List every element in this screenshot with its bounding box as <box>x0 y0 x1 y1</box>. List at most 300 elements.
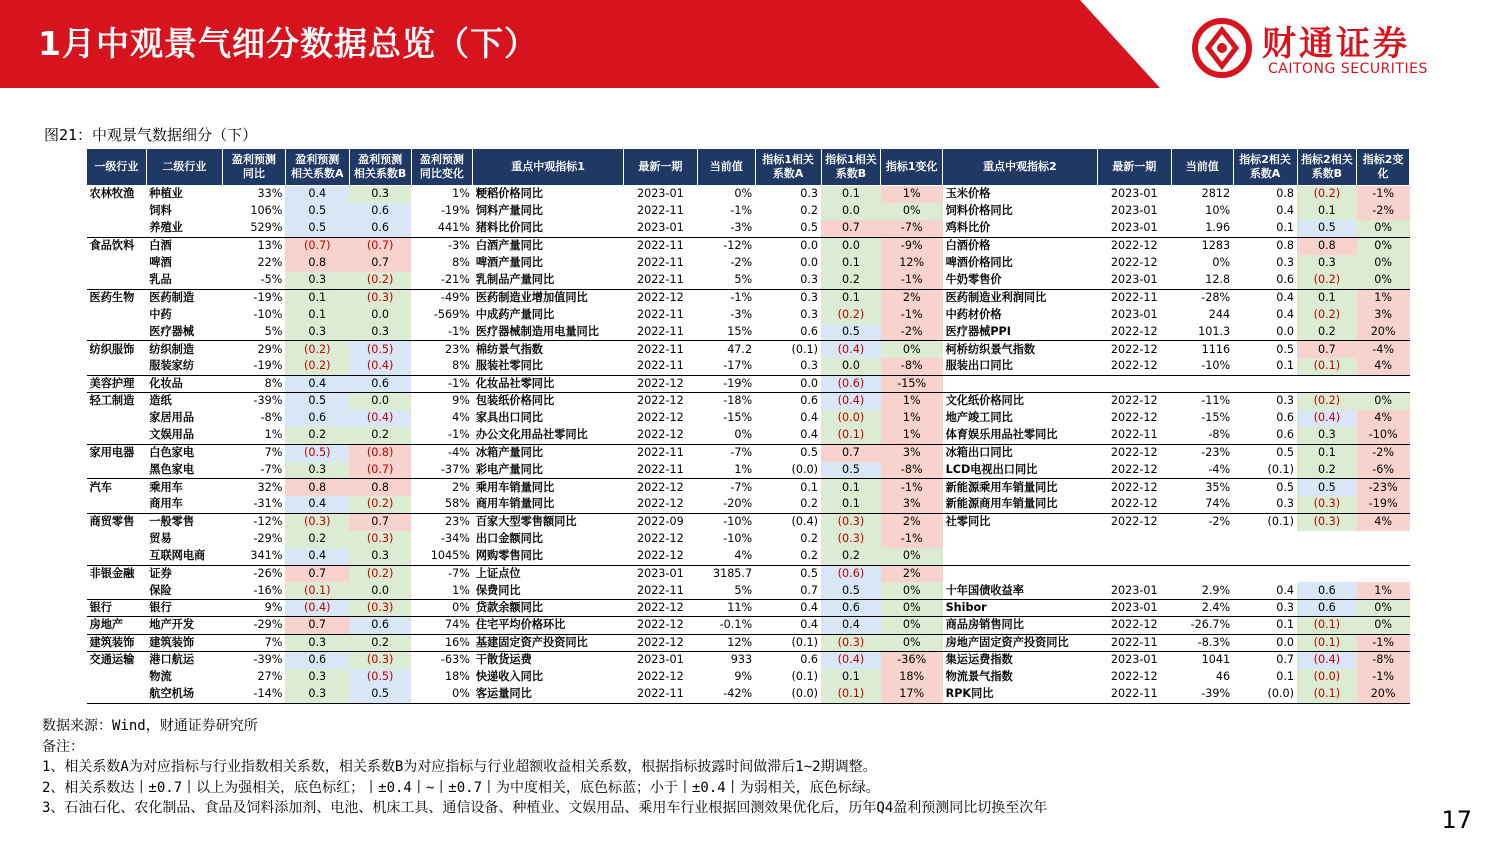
table-cell <box>1097 375 1171 392</box>
table-cell: 医药制造 <box>146 289 222 306</box>
table-cell: 2022-11 <box>623 444 697 461</box>
table-row <box>87 255 1410 272</box>
table-cell: 2022-11 <box>636 359 684 373</box>
table-cell: (0.2) <box>349 496 411 513</box>
table-cell: 0.7 <box>821 444 881 461</box>
table-cell: 0.2 <box>349 427 411 444</box>
table-cell: 2022-12 <box>1110 411 1158 425</box>
table-cell: 0.7 <box>285 565 349 582</box>
table-cell: 0.4 <box>821 617 881 634</box>
table-cell: 集运运费指数 <box>943 651 1098 668</box>
table-cell: -1% <box>1357 634 1410 651</box>
sector-cell: 医药生物 <box>87 289 147 306</box>
table-cell: 2022-11 <box>636 273 684 287</box>
table-cell <box>943 531 1098 548</box>
table-cell: 1283 <box>1171 237 1233 254</box>
table-cell: 0.5 <box>821 582 881 599</box>
table-cell <box>1171 375 1233 392</box>
column-header: 当前值 <box>697 149 755 186</box>
table-cell: 33% <box>222 186 285 203</box>
table-cell: -19% <box>222 289 285 306</box>
table-cell: 新能源乘用车销量同比 <box>943 479 1098 496</box>
table-cell: 2022-12 <box>636 549 684 563</box>
table-cell: 0.4 <box>285 186 349 203</box>
table-cell: 港口航运 <box>146 651 222 668</box>
table-cell: 0.8 <box>1233 237 1297 254</box>
table-cell: 0.6 <box>800 324 819 338</box>
table-cell: 2022-12 <box>1110 359 1158 373</box>
table-cell: 0.3 <box>285 669 349 686</box>
table-cell: 贸易 <box>149 532 172 546</box>
table-cell: 造纸 <box>146 393 222 410</box>
table-cell: 2022-11 <box>623 686 697 703</box>
sector-cell <box>87 548 147 565</box>
table-cell: 0.0 <box>1276 324 1295 338</box>
table-cell: 0.3 <box>1276 497 1295 511</box>
sector-cell: 银行 <box>87 600 147 617</box>
table-cell: -1% <box>730 204 753 218</box>
table-row <box>87 410 1410 427</box>
table-row <box>87 479 1410 496</box>
table-cell <box>943 375 1098 392</box>
logo-english-name: CAITONG SECURITIES <box>1268 61 1428 77</box>
table-cell <box>1357 375 1410 392</box>
table-cell: 1% <box>881 186 943 203</box>
table-cell: 35% <box>1171 479 1233 496</box>
table-cell: -11% <box>1171 393 1233 410</box>
table-cell: 0.3 <box>285 272 349 289</box>
table-cell: 0.5 <box>821 324 881 341</box>
sector-cell: 食品饮料 <box>87 237 147 254</box>
sector-cell: 交通运输 <box>87 651 147 668</box>
table-row <box>87 582 1410 599</box>
table-cell: 0.1 <box>1297 203 1357 220</box>
table-cell: 商用车 <box>149 497 183 511</box>
table-cell: 2023-01 <box>636 221 684 235</box>
table-cell: 0% <box>1357 617 1410 634</box>
table-cell: 2022-12 <box>636 428 684 442</box>
table-cell: -20% <box>723 497 753 511</box>
table-row <box>87 496 1410 513</box>
table-cell: -7% <box>697 479 755 496</box>
table-cell: 玉米价格 <box>943 186 1098 203</box>
table-cell: -18% <box>697 393 755 410</box>
table-cell: 0.3 <box>285 686 349 703</box>
table-row <box>87 324 1410 341</box>
table-cell: 1% <box>1357 289 1410 306</box>
table-cell: 客运量同比 <box>473 686 623 703</box>
table-cell: 纺织制造 <box>146 341 222 358</box>
table-cell: (0.2) <box>1297 393 1357 410</box>
table-cell: (0.1) <box>1297 358 1357 375</box>
sector-cell <box>87 427 147 444</box>
table-row <box>87 651 1410 668</box>
table-cell: -4% <box>411 444 473 461</box>
table-cell: 0% <box>1357 255 1410 272</box>
table-cell: -19% <box>1357 496 1410 513</box>
table-cell: (0.5) <box>349 669 411 686</box>
table-cell: 中药材价格 <box>945 307 1002 321</box>
table-cell: 0.6 <box>821 600 881 617</box>
table-cell: 住宅平均价格环比 <box>473 617 623 634</box>
table-cell: -3% <box>730 307 753 321</box>
table-cell: 0.1 <box>821 479 881 496</box>
table-cell: 12% <box>697 634 755 651</box>
table-cell: 商用车销量同比 <box>475 497 555 511</box>
table-cell: -39% <box>222 393 285 410</box>
table-cell: (0.3) <box>349 289 411 306</box>
table-cell: (0.0) <box>791 462 819 476</box>
sector-cell <box>87 686 147 703</box>
sector-cell: 轻工制造 <box>87 393 147 410</box>
table-cell: 0.5 <box>1233 341 1297 358</box>
table-cell: (0.7) <box>349 462 411 479</box>
table-row <box>87 462 1410 479</box>
table-cell: 快递收入同比 <box>475 670 543 684</box>
sector-cell <box>87 496 147 513</box>
table-cell: 15% <box>727 324 753 338</box>
table-cell: 干散货运费 <box>473 651 623 668</box>
notes <box>42 716 1047 819</box>
table-cell: 鸡料比价 <box>945 221 991 235</box>
table-cell: -36% <box>881 651 943 668</box>
column-header: 指标1变化 <box>881 149 943 186</box>
table-cell: 2% <box>881 289 943 306</box>
page-title: 1月中观景气细分数据总览（下） <box>38 24 538 63</box>
sector-cell: 农林牧渔 <box>87 186 147 203</box>
table-cell: (0.1) <box>1267 462 1295 476</box>
table-cell <box>1357 548 1410 565</box>
table-cell: 保险 <box>149 583 172 597</box>
table-cell: (0.4) <box>821 393 881 410</box>
table-cell: 0.7 <box>349 255 411 272</box>
table-cell <box>1233 375 1297 392</box>
table-cell: 0.7 <box>1297 341 1357 358</box>
table-cell: 2022-12 <box>1097 237 1171 254</box>
table-cell: 0.6 <box>1297 582 1357 599</box>
table-cell: -9% <box>881 237 943 254</box>
table-cell: 20% <box>1357 324 1410 341</box>
table-cell: -10% <box>253 307 283 321</box>
table-cell: 529% <box>250 221 283 235</box>
table-cell: 2812 <box>1171 186 1233 203</box>
table-cell: 0.2 <box>821 548 881 565</box>
table-cell: 0% <box>881 634 943 651</box>
table-cell: -1% <box>881 272 943 289</box>
table-cell: 2023-01 <box>623 565 697 582</box>
table-cell: 29% <box>222 341 285 358</box>
note-2: 2、相关系数达丨±0.7丨以上为强相关，底色标红；丨±0.4丨~丨±0.7丨为中度相关，底色标蓝；小于丨±0.4丨为弱相关，底色标绿。 <box>42 779 880 796</box>
table-cell: (0.3) <box>349 651 411 668</box>
table-cell: 种植业 <box>146 186 222 203</box>
table-cell: 2022-11 <box>636 307 684 321</box>
table-cell: 饲料价格同比 <box>945 204 1013 218</box>
table-row <box>87 289 1410 306</box>
table-cell: 2023-01 <box>1097 186 1171 203</box>
table-cell: 2022-11 <box>636 204 684 218</box>
table-cell: -1% <box>697 289 755 306</box>
table-cell: 8% <box>452 256 470 270</box>
table-cell: -15% <box>1201 411 1231 425</box>
table-cell: (0.1) <box>1297 686 1357 703</box>
table-cell: -42% <box>697 686 755 703</box>
table-cell: 0.4 <box>285 375 349 392</box>
table-cell: -37% <box>440 462 470 476</box>
table-cell: -14% <box>222 686 285 703</box>
note-3: 3、石油石化、农化制品、食品及饲料添加剂、电池、机床工具、通信设备、种植业、文娱用品、乘用车行业根据回测效果优化后，历年Q4盈利预测同比切换至次年 <box>42 800 1048 816</box>
table-cell: 乳品 <box>149 273 172 287</box>
table-cell: 2.9% <box>1201 583 1231 597</box>
table-cell: 0% <box>1212 256 1231 270</box>
table-cell: 2022-11 <box>1110 428 1158 442</box>
table-cell: -1% <box>1357 186 1410 203</box>
table-cell: 0.0 <box>821 237 881 254</box>
table-cell: 101.3 <box>1198 324 1231 338</box>
table-cell: 0.5 <box>755 444 821 461</box>
table-cell: 0% <box>1357 272 1410 289</box>
table-cell: 8% <box>222 375 285 392</box>
table-cell: 0% <box>1357 600 1410 617</box>
table-cell: (0.4) <box>285 600 349 617</box>
table-cell: 0.5 <box>1297 220 1357 237</box>
table-cell: 1% <box>881 393 943 410</box>
table-cell: (0.0) <box>755 686 821 703</box>
table-cell: 出口金额同比 <box>475 532 543 546</box>
table-cell: 地产开发 <box>146 617 222 634</box>
table-cell: 十年国债收益率 <box>945 583 1024 597</box>
table-cell: 家居用品 <box>149 411 195 425</box>
sector-cell: 家用电器 <box>87 444 147 461</box>
table-cell: -10% <box>723 532 753 546</box>
table-cell: 4% <box>734 549 753 563</box>
table-cell <box>1357 531 1410 548</box>
table-cell: 2022-12 <box>1110 497 1158 511</box>
table-cell <box>943 548 1098 565</box>
table-cell: 0.2 <box>285 427 349 444</box>
table-cell: 乘用车 <box>146 479 222 496</box>
table-cell: -8.3% <box>1171 634 1233 651</box>
table-cell: 27% <box>257 670 283 684</box>
table-cell: LCD电视出口同比 <box>945 462 1038 476</box>
table-cell: (0.6) <box>821 375 881 392</box>
table-cell: 0.5 <box>755 565 821 582</box>
table-row <box>87 513 1410 530</box>
table-cell: 0.8 <box>285 479 349 496</box>
table-cell: (0.7) <box>285 237 349 254</box>
table-cell: 0.2 <box>1297 324 1357 341</box>
table-cell: 医疗器械 <box>149 324 195 338</box>
table-cell: 白酒产量同比 <box>473 237 623 254</box>
table-cell: 2023-01 <box>623 186 697 203</box>
table-cell: 2022-12 <box>1097 617 1171 634</box>
column-header: 指标1相关 系数B <box>821 149 881 186</box>
table-cell: 文化纸价格同比 <box>943 393 1098 410</box>
table-cell: (0.1) <box>1297 617 1357 634</box>
table-cell: 0.4 <box>755 600 821 617</box>
table-row <box>87 427 1410 444</box>
table-cell: 啤酒产量同比 <box>475 256 543 270</box>
table-cell: 0.3 <box>349 186 411 203</box>
table-cell: 医药制造业增加值同比 <box>473 289 623 306</box>
table-cell: -5% <box>260 273 283 287</box>
table-cell: 2022-12 <box>636 497 684 511</box>
table-cell: 0% <box>697 186 755 203</box>
column-header: 二级行业 <box>146 149 222 186</box>
column-header: 重点中观指标1 <box>473 149 623 186</box>
table-cell: -1% <box>881 531 943 548</box>
table-cell: 商品房销售同比 <box>943 617 1098 634</box>
table-row <box>87 531 1410 548</box>
table-row <box>87 444 1410 461</box>
table-row <box>87 393 1410 410</box>
table-cell: -1% <box>448 324 470 338</box>
table-cell: 0.2 <box>800 204 819 218</box>
table-cell: 证券 <box>146 565 222 582</box>
table-cell: 1% <box>734 462 753 476</box>
table-row <box>87 237 1410 254</box>
table-cell: 2022-11 <box>1097 686 1171 703</box>
table-cell: (0.3) <box>1297 513 1357 530</box>
table-cell: -10% <box>697 513 755 530</box>
table-cell: 0.5 <box>1297 479 1357 496</box>
table-cell: -19% <box>697 375 755 392</box>
table-cell: 0.8 <box>349 479 411 496</box>
table-cell: 12.8 <box>1205 273 1231 287</box>
table-cell: 0.3 <box>285 634 349 651</box>
table-cell: 医疗器械制造用电量同比 <box>475 324 599 338</box>
table-cell: -1% <box>881 306 943 323</box>
table-cell: 0.6 <box>755 393 821 410</box>
table-cell: 2023-01 <box>1097 600 1171 617</box>
table-cell: 银行 <box>146 600 222 617</box>
table-cell: 0.7 <box>800 583 819 597</box>
table-cell: 物流 <box>149 670 172 684</box>
table-cell: 9% <box>734 670 753 684</box>
table-cell: -28% <box>1171 289 1233 306</box>
column-header: 最新一期 <box>623 149 697 186</box>
table-cell: -8% <box>260 411 283 425</box>
table-cell: (0.1) <box>791 670 819 684</box>
table-cell: -31% <box>253 497 283 511</box>
sector-cell <box>87 531 147 548</box>
table-cell: 0.5 <box>285 220 349 237</box>
table-cell: 58% <box>444 497 470 511</box>
table-cell: 0.1 <box>1297 444 1357 461</box>
header-banner <box>0 0 1500 88</box>
table-cell: (0.5) <box>285 444 349 461</box>
table-cell: -1% <box>448 428 470 442</box>
table-cell: 冰箱出口同比 <box>943 444 1098 461</box>
column-header: 盈利预测 相关系数B <box>349 149 411 186</box>
table-cell: 2022-12 <box>1097 513 1171 530</box>
table-cell: -2% <box>881 324 943 341</box>
table-row <box>87 600 1410 617</box>
table-cell: -2% <box>1357 203 1410 220</box>
table-cell: 2022-12 <box>636 670 684 684</box>
table-cell: 网购零售同比 <box>475 549 543 563</box>
table-cell: 0.5 <box>800 221 819 235</box>
table-cell: (0.0) <box>1233 686 1297 703</box>
table-cell: 2023-01 <box>1110 307 1158 321</box>
table-cell: 3% <box>881 444 943 461</box>
table-cell: 0.5 <box>285 203 349 220</box>
sector-cell <box>87 306 147 323</box>
table-cell: 0.0 <box>1233 634 1297 651</box>
table-cell: 23% <box>411 341 473 358</box>
table-cell: 0.3 <box>349 548 411 565</box>
table-cell: 1% <box>264 428 283 442</box>
table-cell: 5% <box>734 583 753 597</box>
table-cell: 化妆品 <box>146 375 222 392</box>
table-cell: -1% <box>411 375 473 392</box>
column-header: 最新一期 <box>1097 149 1171 186</box>
table-cell: 互联网电商 <box>149 549 206 563</box>
table-cell: 0.7 <box>285 617 349 634</box>
figure-title: 图21：中观景气数据细分（下） <box>44 126 258 144</box>
table-cell: (0.1) <box>1233 513 1297 530</box>
sector-cell <box>87 462 147 479</box>
table-cell: (0.6) <box>821 565 881 582</box>
table-cell: 乳制品产量同比 <box>475 273 555 287</box>
table-cell: 0.1 <box>1233 617 1297 634</box>
table-cell: 服装社零同比 <box>475 359 543 373</box>
table-cell: 0.6 <box>1276 273 1295 287</box>
table-cell: 0.4 <box>285 548 349 565</box>
table-cell: 0% <box>881 203 943 220</box>
table-cell: 2023-01 <box>1110 204 1158 218</box>
table-cell: 2022-11 <box>1097 289 1171 306</box>
table-cell <box>1097 548 1171 565</box>
table-cell: 2022-09 <box>623 513 697 530</box>
table-cell: 2022-12 <box>623 617 697 634</box>
sector-cell: 房地产 <box>87 617 147 634</box>
table-cell: 47.2 <box>697 341 755 358</box>
table-cell: 医疗器械PPI <box>945 324 1011 338</box>
table-cell: 20% <box>1357 686 1410 703</box>
table-cell: 2022-12 <box>623 289 697 306</box>
table-cell: 0.6 <box>1297 600 1357 617</box>
table-cell: 0.0 <box>349 306 411 323</box>
table-cell: (0.0) <box>1297 669 1357 686</box>
table-cell: (0.2) <box>285 358 349 375</box>
table-cell: (0.3) <box>349 531 411 548</box>
table-cell: 16% <box>411 634 473 651</box>
table-cell: 房地产固定资产投资同比 <box>943 634 1098 651</box>
table-cell: 服装出口同比 <box>945 359 1013 373</box>
table-cell: (0.3) <box>349 600 411 617</box>
table-cell: -26.7% <box>1171 617 1233 634</box>
table-cell: 地产竣工同比 <box>945 411 1013 425</box>
table-cell: -49% <box>411 289 473 306</box>
table-cell: (0.1) <box>1297 634 1357 651</box>
table-cell: (0.4) <box>821 341 881 358</box>
table-cell: 0% <box>881 582 943 599</box>
table-cell: (0.3) <box>821 634 881 651</box>
table-cell: -4% <box>1357 341 1410 358</box>
table-cell: 0.3 <box>755 289 821 306</box>
table-cell: 341% <box>250 549 283 563</box>
table-cell: 体育娱乐用品社零同比 <box>945 428 1058 442</box>
table-cell: -63% <box>411 651 473 668</box>
table-cell: 0.5 <box>349 686 411 703</box>
table-cell: 0.2 <box>821 272 881 289</box>
table-cell: 0.0 <box>800 256 819 270</box>
table-cell <box>1357 565 1410 582</box>
table-cell: -21% <box>440 273 470 287</box>
column-header: 指标2相关 系数B <box>1297 149 1357 186</box>
table-cell: -2% <box>730 256 753 270</box>
table-cell: 航空机场 <box>146 686 222 703</box>
